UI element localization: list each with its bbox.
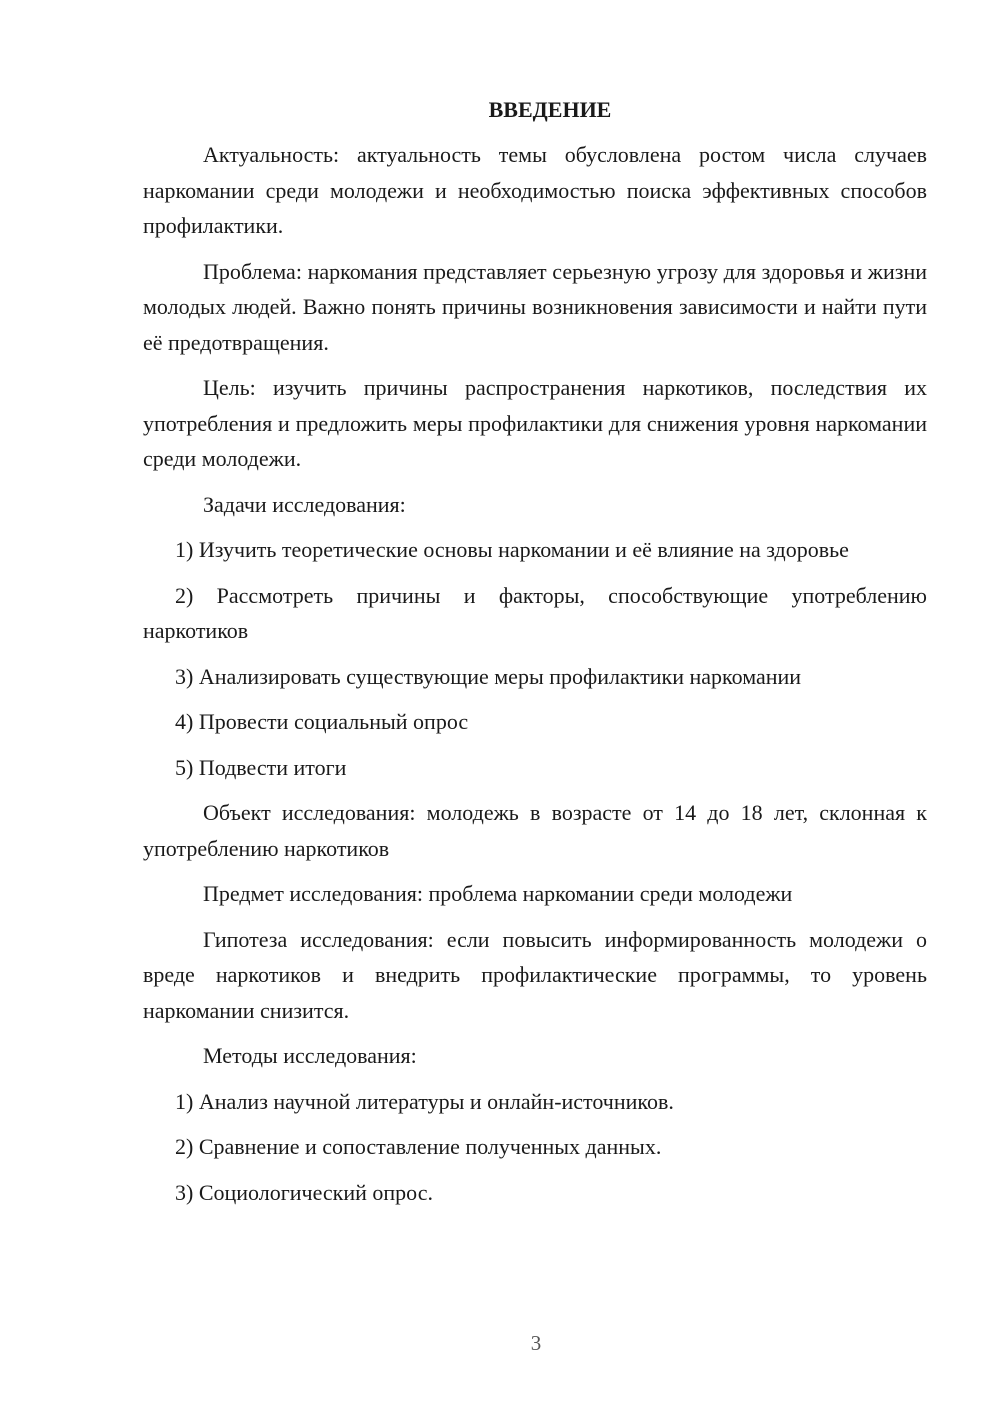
object-paragraph: Объект исследования: молодежь в возрасте от 14 до 18 лет, склонная к употреблению наркотиков [143, 800, 927, 861]
tasks-heading: Задачи исследования: [203, 491, 406, 517]
document-page [143, 92, 927, 1220]
method-item: 1) Анализ научной литературы и онлайн-источников. [175, 1088, 674, 1114]
page-number: 3 [530, 1331, 542, 1355]
problem-paragraph: Проблема: наркомания представляет серьезную угрозу для здоровья и жизни молодых людей. Важно понять причины возникновения зависимости и найти пути её предотвращения. [143, 258, 927, 355]
relevance-paragraph: Актуальность: актуальность темы обусловлена ростом числа случаев наркомании среди молодежи и необходимостью поиска эффективных способов профилактики. [143, 142, 927, 238]
method-item: 3) Социологический опрос. [175, 1179, 433, 1205]
section-heading: ВВЕДЕНИЕ [488, 97, 612, 122]
task-item: 1) Изучить теоретические основы наркомании и её влияние на здоровье [175, 537, 849, 562]
hypothesis-paragraph: Гипотеза исследования: если повысить информированность молодежи о вреде наркотиков и внедрить профилактические программы, то уровень наркомании снизится. [143, 926, 927, 1023]
method-item: 2) Сравнение и сопоставление полученных данных. [175, 1134, 662, 1159]
task-item: 2) Рассмотреть причины и факторы, способствующие употреблению наркотиков [143, 582, 927, 643]
task-item: 5) Подвести итоги [175, 754, 347, 780]
goal-paragraph: Цель: изучить причины распространения наркотиков, последствия их употребления и предложить меры профилактики для снижения уровня наркомании среди молодежи. [143, 375, 927, 471]
methods-heading: Методы исследования: [203, 1043, 417, 1068]
task-item: 3) Анализировать существующие меры профилактики наркомании [175, 663, 802, 689]
task-item: 4) Провести социальный опрос [175, 709, 469, 734]
subject-paragraph: Предмет исследования: проблема наркомании среди молодежи [203, 881, 793, 906]
